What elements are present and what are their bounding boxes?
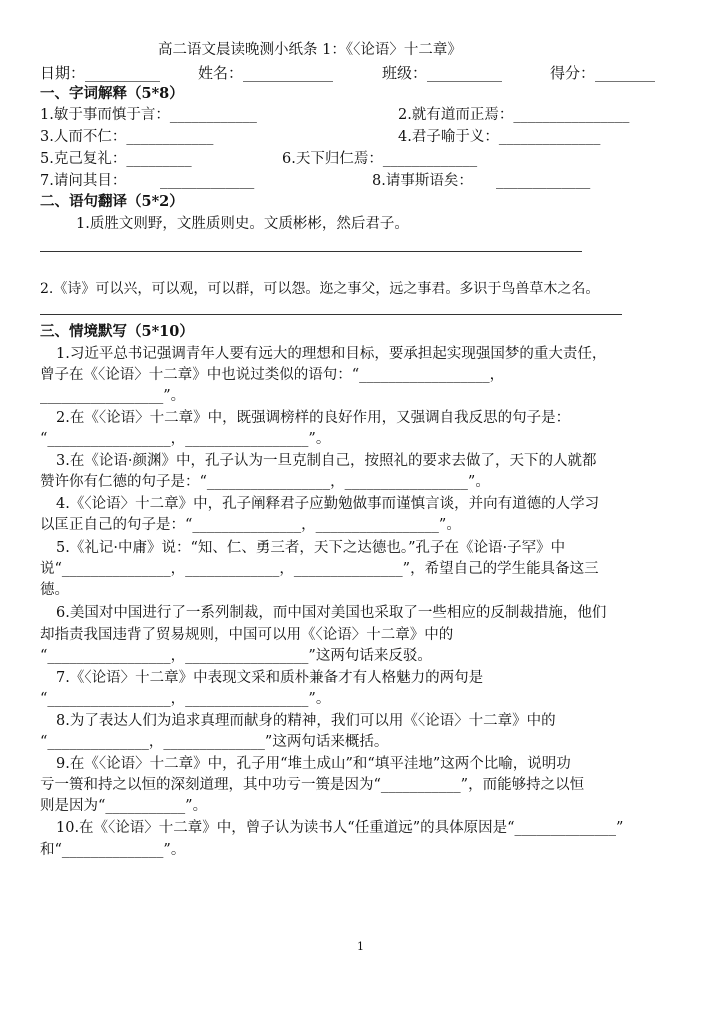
recitation-q2-line2: “_________________，_________________”。 xyxy=(40,431,331,447)
recitation-q9-line2: 亏一篑和持之以恒的深刻道理，其中功亏一篑是因为“___________”，而能够持之以恒 xyxy=(40,777,585,793)
recitation-q5-line2: 说“_______________，_____________，_______________”，希望自己的学生能具备这三 xyxy=(40,561,599,577)
recitation-q5-line1: 5.《礼记·中庸》说：“知、仁、勇三者，天下之达德也。”孔子在《论语·子罕》中 xyxy=(56,540,566,556)
recitation-q6-line1: 6.美国对中国进行了一系列制裁，而中国对美国也采取了一些相应的反制裁措施，他们 xyxy=(56,605,607,621)
translation-q2: 2.《诗》可以兴，可以观，可以群，可以怨。迩之事父，远之事君。多识于鸟兽草木之名。 xyxy=(40,281,600,297)
recitation-q2-line1: 2.在《〈论语〉十二章》中，既强调榜样的良好作用，又强调自我反思的句子是： xyxy=(56,410,571,426)
section3-heading: 三、情境默写（5*10） xyxy=(40,323,194,340)
recitation-q9-line1: 9.在《〈论语〉十二章》中，孔子用“堆土成山”和“填平洼地”这两个比喻，说明功 xyxy=(56,756,571,772)
recitation-q9-line3: 则是因为“___________”。 xyxy=(40,798,208,814)
score-field: 得分：________ xyxy=(550,64,656,82)
vocab-item-8-blank: _____________ xyxy=(496,173,591,189)
answer-line-2 xyxy=(40,314,622,315)
recitation-q4-line2: 以匡正自己的句子是：“_______________，_________________”。 xyxy=(40,517,461,533)
section1-heading: 一、字词解释（5*8） xyxy=(40,85,184,102)
vocab-item-2: 2.就有道而正焉：________________ xyxy=(398,107,630,123)
vocab-item-7-blank: _____________ xyxy=(160,173,255,189)
page-title: 高二语文晨读晚测小纸条 1：《〈论语〉十二章》 xyxy=(158,42,462,58)
recitation-q1-line1: 1.习近平总书记强调青年人要有远大的理想和目标，要承担起实现强国梦的重大责任， xyxy=(56,346,607,362)
class-field: 班级：__________ xyxy=(382,64,503,82)
name-field: 姓名：____________ xyxy=(198,64,334,82)
recitation-q7-line2: “_________________，_________________”。 xyxy=(40,691,331,707)
vocab-item-6: 6.天下归仁焉：_____________ xyxy=(282,151,478,167)
page-number: 1 xyxy=(357,940,364,953)
recitation-q6-line2: 却指责我国违背了贸易规则，中国可以用《〈论语〉十二章》中的 xyxy=(40,627,454,643)
vocab-item-7: 7.请问其目： xyxy=(40,173,127,189)
recitation-q10-line1: 10.在《〈论语〉十二章》中，曾子认为读书人“任重道远”的具体原因是“______________” xyxy=(56,820,624,836)
recitation-q3-line1: 3.在《论语·颜渊》中，孔子认为一旦克制自己，按照礼的要求去做了，天下的人就都 xyxy=(56,453,597,469)
vocab-item-3: 3.人而不仁：____________ xyxy=(40,129,214,145)
recitation-q10-line2: 和“______________”。 xyxy=(40,842,186,858)
vocab-item-5: 5.克己复礼：_________ xyxy=(40,151,192,167)
recitation-q3-line2: 赞许你有仁德的句子是：“_________________，_________________”。 xyxy=(40,474,490,490)
recitation-q1-line2: 曾子在《〈论语〉十二章》中也说过类似的语句：“__________________， xyxy=(40,367,505,383)
date-field: 日期：__________ xyxy=(40,64,161,82)
recitation-q5-line3: 德。 xyxy=(40,582,69,598)
vocab-item-8: 8.请事斯语矣： xyxy=(372,173,473,189)
recitation-q7-line1: 7.《〈论语〉十二章》中表现文采和质朴兼备才有人格魅力的两句是 xyxy=(56,670,484,686)
recitation-q8-line1: 8.为了表达人们为追求真理而献身的精神，我们可以用《〈论语〉十二章》中的 xyxy=(56,713,556,729)
vocab-item-1: 1.敏于事而慎于言：____________ xyxy=(40,107,257,123)
answer-line-1 xyxy=(40,251,582,252)
recitation-q8-line2: “______________，______________”这两句话来概括。 xyxy=(40,734,389,750)
recitation-q4-line1: 4.《〈论语〉十二章》中，孔子阐释君子应勤勉做事而谨慎言谈，并向有道德的人学习 xyxy=(56,496,600,512)
translation-q1: 1.质胜文则野，文胜质则史。文质彬彬，然后君子。 xyxy=(76,216,409,232)
recitation-q6-line3: “_________________，_________________”这两句话来反驳。 xyxy=(40,648,432,664)
section2-heading: 二、语句翻译（5*2） xyxy=(40,193,184,210)
vocab-item-4: 4.君子喻于义：______________ xyxy=(398,129,601,145)
recitation-q1-line3: _________________”。 xyxy=(40,388,186,404)
